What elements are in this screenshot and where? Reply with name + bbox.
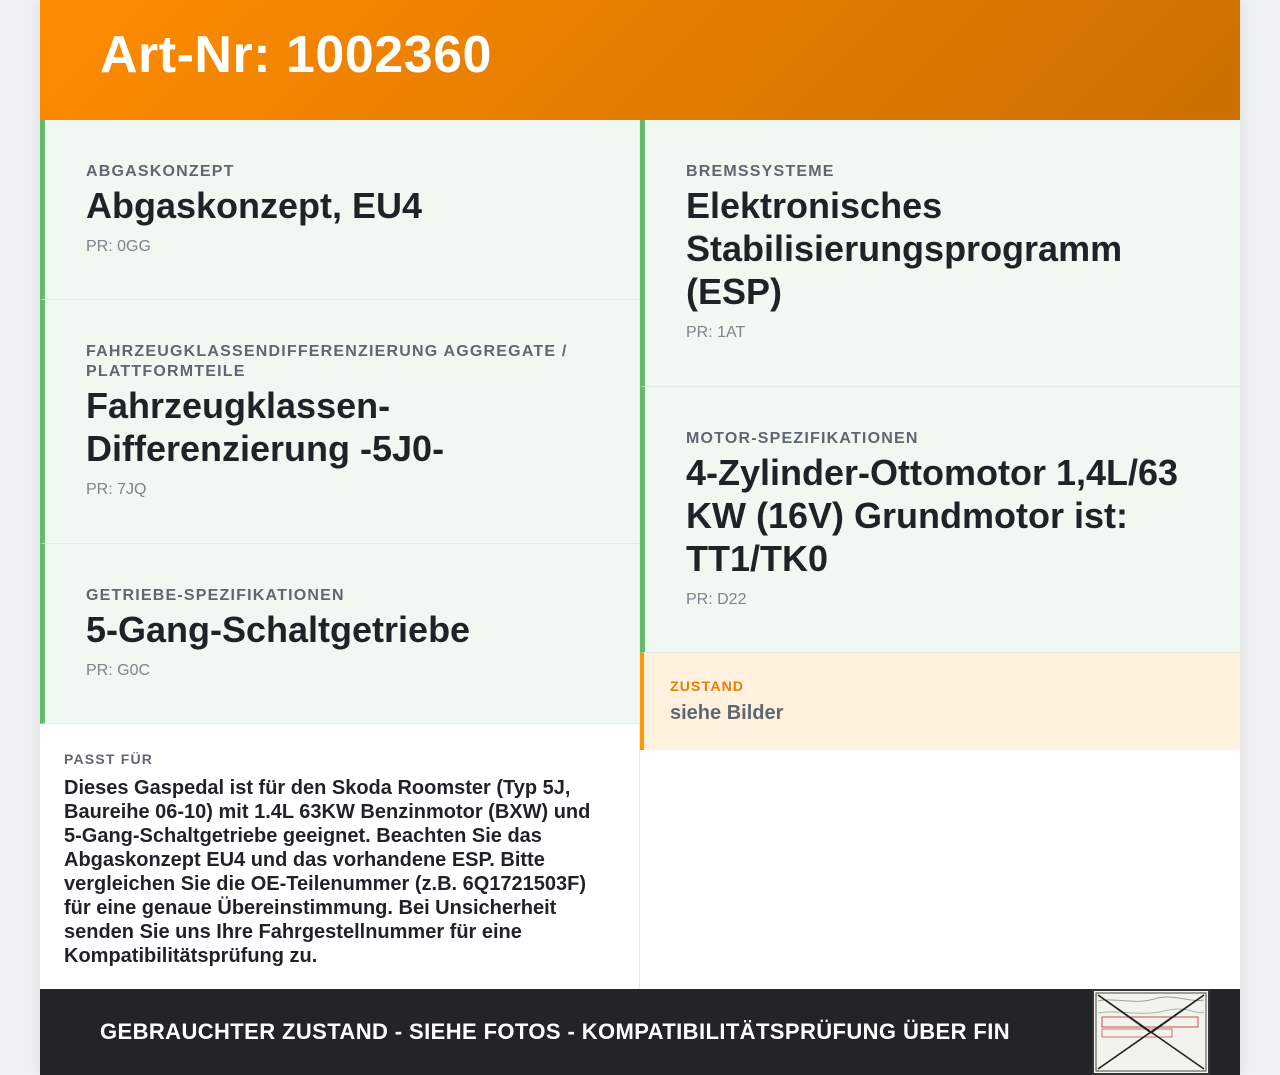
spec-card-motor — [640, 387, 1240, 653]
right-blank-area — [640, 750, 1240, 989]
spec-label: ABGASKONZEPT — [86, 163, 235, 180]
fitment-label: PASST FÜR — [64, 751, 154, 767]
spec-label: BREMSSYSTEME — [686, 163, 835, 180]
spec-value: 4-Zylinder-Ottomotor 1,4L/63 KW (16V) Grundmotor ist: TT1/TK0 — [686, 452, 1179, 579]
document-photo-thumbnail-icon[interactable] — [1092, 989, 1210, 1075]
spec-card-getriebe — [40, 544, 639, 724]
spec-pr-code: PR: 1AT — [686, 324, 746, 341]
spec-pr-code: PR: D22 — [686, 591, 747, 608]
spec-grid — [40, 120, 1240, 989]
condition-label: ZUSTAND — [670, 678, 745, 694]
condition-value: siehe Bilder — [670, 702, 784, 724]
spec-card-abgaskonzept — [40, 120, 639, 300]
spec-pr-code: PR: 0GG — [86, 238, 151, 255]
page — [40, 0, 1240, 1075]
spec-value: Fahrzeugklassen-Differenzierung -5J0- — [86, 385, 445, 469]
spec-pr-code: PR: G0C — [86, 662, 151, 679]
spec-label: MOTOR-SPEZIFIKATIONEN — [686, 430, 919, 447]
footer-bar — [40, 989, 1240, 1075]
spec-label: FAHRZEUGKLASSENDIFFERENZIERUNG AGGREGATE / PLATTFORMTEILE — [86, 343, 568, 380]
left-column — [40, 120, 640, 989]
spec-card-bremssysteme — [640, 120, 1240, 387]
condition-box — [640, 653, 1240, 750]
footer-text: GEBRAUCHTER ZUSTAND - SIEHE FOTOS - KOMPATIBILITÄTSPRÜFUNG ÜBER FIN — [100, 1019, 1011, 1044]
fitment-text: Dieses Gaspedal ist für den Skoda Roomster (Typ 5J, Baureihe 06-10) mit 1.4L 63KW Benzinmotor (BXW) und 5-Gang-Schaltgetriebe geeignet. Beachten Sie das Abgaskonzept EU4 und das vorhandene ESP. Bitte vergleichen Sie die OE-Teilenummer (z.B. 6Q1721503F) für eine genaue Übereinstimmung. Bei Unsicherheit senden Sie uns Ihre Fahrgestellnummer für eine Kompatibilitätsprüfung zu. — [64, 777, 591, 967]
spec-label: GETRIEBE-SPEZIFIKATIONEN — [86, 587, 345, 604]
fitment-section — [40, 724, 639, 989]
spec-value: 5-Gang-Schaltgetriebe — [86, 609, 471, 650]
spec-pr-code: PR: 7JQ — [86, 481, 147, 498]
right-column — [640, 120, 1240, 989]
spec-value: Abgaskonzept, EU4 — [86, 185, 423, 226]
spec-value: Elektronisches Stabilisierungsprogramm (ESP) — [686, 185, 1123, 312]
header — [40, 0, 1240, 120]
spec-card-fahrzeugklasse — [40, 300, 639, 544]
article-number-title: Art-Nr: 1002360 — [100, 26, 492, 84]
